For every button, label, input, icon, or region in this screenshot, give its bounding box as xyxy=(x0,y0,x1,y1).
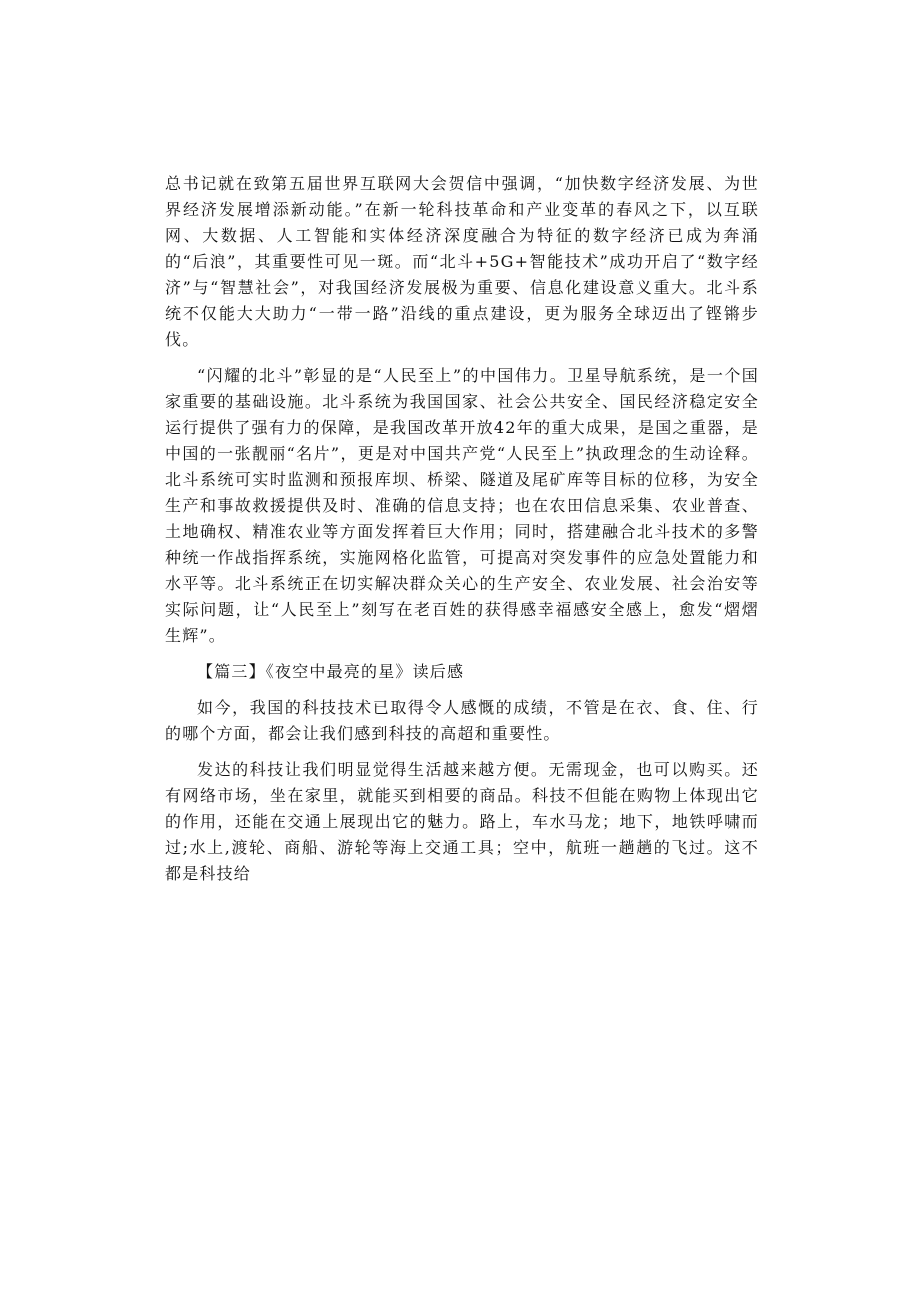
paragraph-gap xyxy=(165,685,759,695)
paragraph-2: “闪耀的北斗”彰显的是“人民至上”的中国伟力。卫星导航系统，是一个国家重要的基础设施。北斗系统为我国国家、社会公共安全、国民经济稳定安全运行提供了强有力的保障，是我国改革开放42年的重大成果，是国之重器，是中国的一张靓丽“名片”，更是对中国共产党“人民至上”执政理念的生动诠释。北斗系统可实时监测和预报库坝、桥梁、隧道及尾矿库等目标的位移，为安全生产和事故救援提供及时、准确的信息支持；也在农田信息采集、农业普查、土地确权、精准农业等方面发挥着巨大作用；同时，搭建融合北斗技术的多警种统一作战指挥系统，实施网格化监管，可提高对突发事件的应急处置能力和水平等。北斗系统正在切实解决群众关心的生产安全、农业发展、社会治安等实际问题，让“人民至上”刻写在老百姓的获得感幸福感安全感上，愈发“熠熠生辉”。 xyxy=(165,366,759,645)
paragraph-gap xyxy=(165,353,759,363)
paragraph-3: 如今，我国的科技技术已取得令人感慨的成绩，不管是在衣、食、住、行的哪个方面，都会让我们感到科技的高超和重要性。 xyxy=(165,698,759,743)
document-body xyxy=(165,171,759,887)
paragraph-1: 总书记就在致第五届世界互联网大会贺信中强调，“加快数字经济发展、为世界经济发展增添新动能。”在新一轮科技革命和产业变革的春风之下，以互联网、大数据、人工智能和实体经济深度融合为特征的数字经济已成为奔涌的“后浪”，其重要性可见一斑。而“北斗+5G+智能技术”成功开启了“数字经济”与“智慧社会”，对我国经济发展极为重要、信息化建设意义重大。北斗系统不仅能大大助力“一带一路”沿线的重点建设，更为服务全球迈出了铿锵步伐。 xyxy=(165,174,759,349)
paragraph-gap xyxy=(165,747,759,757)
section-heading: 【篇三】《夜空中最亮的星》读后感 xyxy=(197,662,465,681)
paragraph-4: 发达的科技让我们明显觉得生活越来越方便。无需现金，也可以购买。还有网络市场，坐在家里，就能买到相要的商品。科技不但能在购物上体现出它的作用，还能在交通上展现出它的魅力。路上，车水马龙；地下，地铁呼啸而过;水上,渡轮、商船、游轮等海上交通工具；空中，航班一趟趟的飞过。这不都是科技给 xyxy=(165,760,759,883)
paragraph-gap xyxy=(165,649,759,659)
